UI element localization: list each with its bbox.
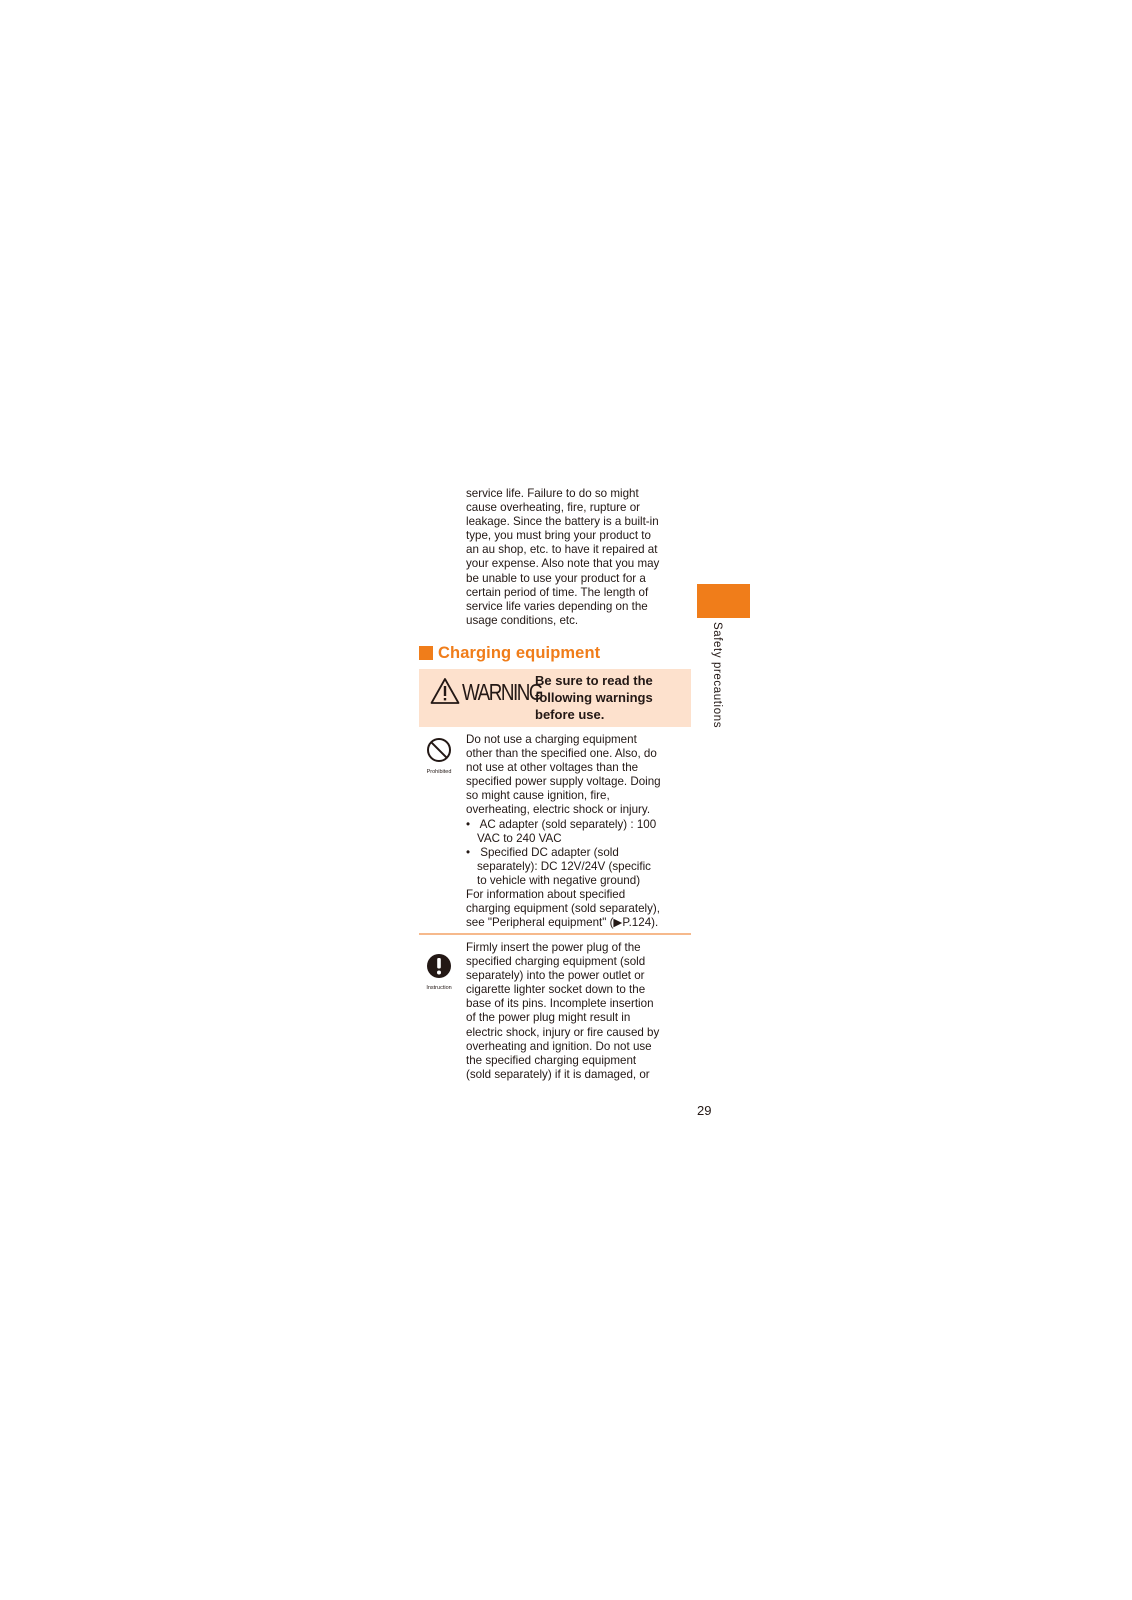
text-line: specified power supply voltage. Doing [466, 775, 661, 789]
bullet-line: VAC to 240 VAC [477, 831, 562, 845]
bullet-line: AC adapter (sold separately) : 100 [479, 817, 657, 831]
continuation-paragraph [466, 487, 691, 628]
text-line: service life varies depending on the [466, 599, 648, 613]
text-line: For information about specified [466, 888, 626, 902]
side-index-label: Safety precautions [711, 622, 723, 729]
instruction-icon [426, 953, 452, 979]
text-line: certain period of time. The length of [466, 585, 649, 599]
cross-reference-line: see "Peripheral equipment" (▶P.124). [466, 916, 659, 930]
bullet-list [466, 818, 691, 888]
warning-message [535, 672, 687, 723]
text-line: not use at other voltages than the [466, 761, 639, 775]
prohibited-text [466, 733, 691, 930]
text-line: charging equipment (sold separately), [466, 902, 660, 916]
text-line: cause overheating, fire, rupture or [466, 501, 641, 515]
section-title: Charging equipment [438, 643, 601, 662]
text-line: overheating and ignition. Do not use [466, 1039, 652, 1053]
warning-word: WARNING [462, 679, 543, 705]
text-line: specified charging equipment (sold [466, 955, 646, 969]
warning-triangle-icon [430, 677, 460, 705]
text-line: cigarette lighter socket down to the [466, 983, 646, 997]
text-line: base of its pins. Incomplete insertion [466, 997, 654, 1011]
text-line: usage conditions, etc. [466, 613, 579, 627]
instruction-text [466, 941, 691, 1082]
bullet-line: separately): DC 12V/24V (specific [477, 859, 651, 873]
text-line: so might cause ignition, fire, [466, 789, 610, 803]
warning-message-line: Be sure to read the [535, 673, 653, 688]
instruction-label: Instruction [426, 985, 452, 991]
text-line: of the power plug might result in [466, 1011, 631, 1025]
bullet-line: Specified DC adapter (sold [480, 845, 619, 859]
text-line: an au shop, etc. to have it repaired at [466, 543, 658, 557]
prohibited-symbol [423, 737, 455, 775]
instruction-symbol [423, 953, 455, 991]
item-divider [419, 933, 691, 935]
prohibited-icon [426, 737, 452, 763]
text-line: electric shock, injury or fire caused by [466, 1025, 660, 1039]
section-square-icon [419, 646, 433, 660]
page-number: 29 [697, 1103, 712, 1118]
section-heading [419, 642, 600, 664]
text-line: service life. Failure to do so might [466, 487, 639, 500]
prohibited-label: Prohibited [426, 769, 452, 775]
bullet-item [466, 846, 691, 888]
bullet-line: to vehicle with negative ground) [477, 873, 641, 887]
text-line: other than the specified one. Also, do [466, 747, 657, 761]
warning-message-line: before use. [535, 707, 605, 722]
text-line: (sold separately) if it is damaged, or [466, 1067, 650, 1081]
text-line: the specified charging equipment [466, 1053, 637, 1067]
text-line: Firmly insert the power plug of the [466, 941, 641, 954]
text-line: your expense. Also note that you may [466, 557, 660, 571]
text-line: separately) into the power outlet or [466, 969, 645, 983]
side-index-tab [697, 584, 750, 618]
bullet-item [466, 818, 691, 846]
warning-message-line: following warnings [535, 690, 653, 705]
text-line: be unable to use your product for a [466, 571, 646, 585]
text-line: type, you must bring your product to [466, 529, 651, 543]
text-line: Do not use a charging equipment [466, 733, 637, 746]
text-line: leakage. Since the battery is a built-in [466, 515, 659, 529]
text-line: overheating, electric shock or injury. [466, 803, 651, 817]
warning-banner [419, 669, 691, 727]
